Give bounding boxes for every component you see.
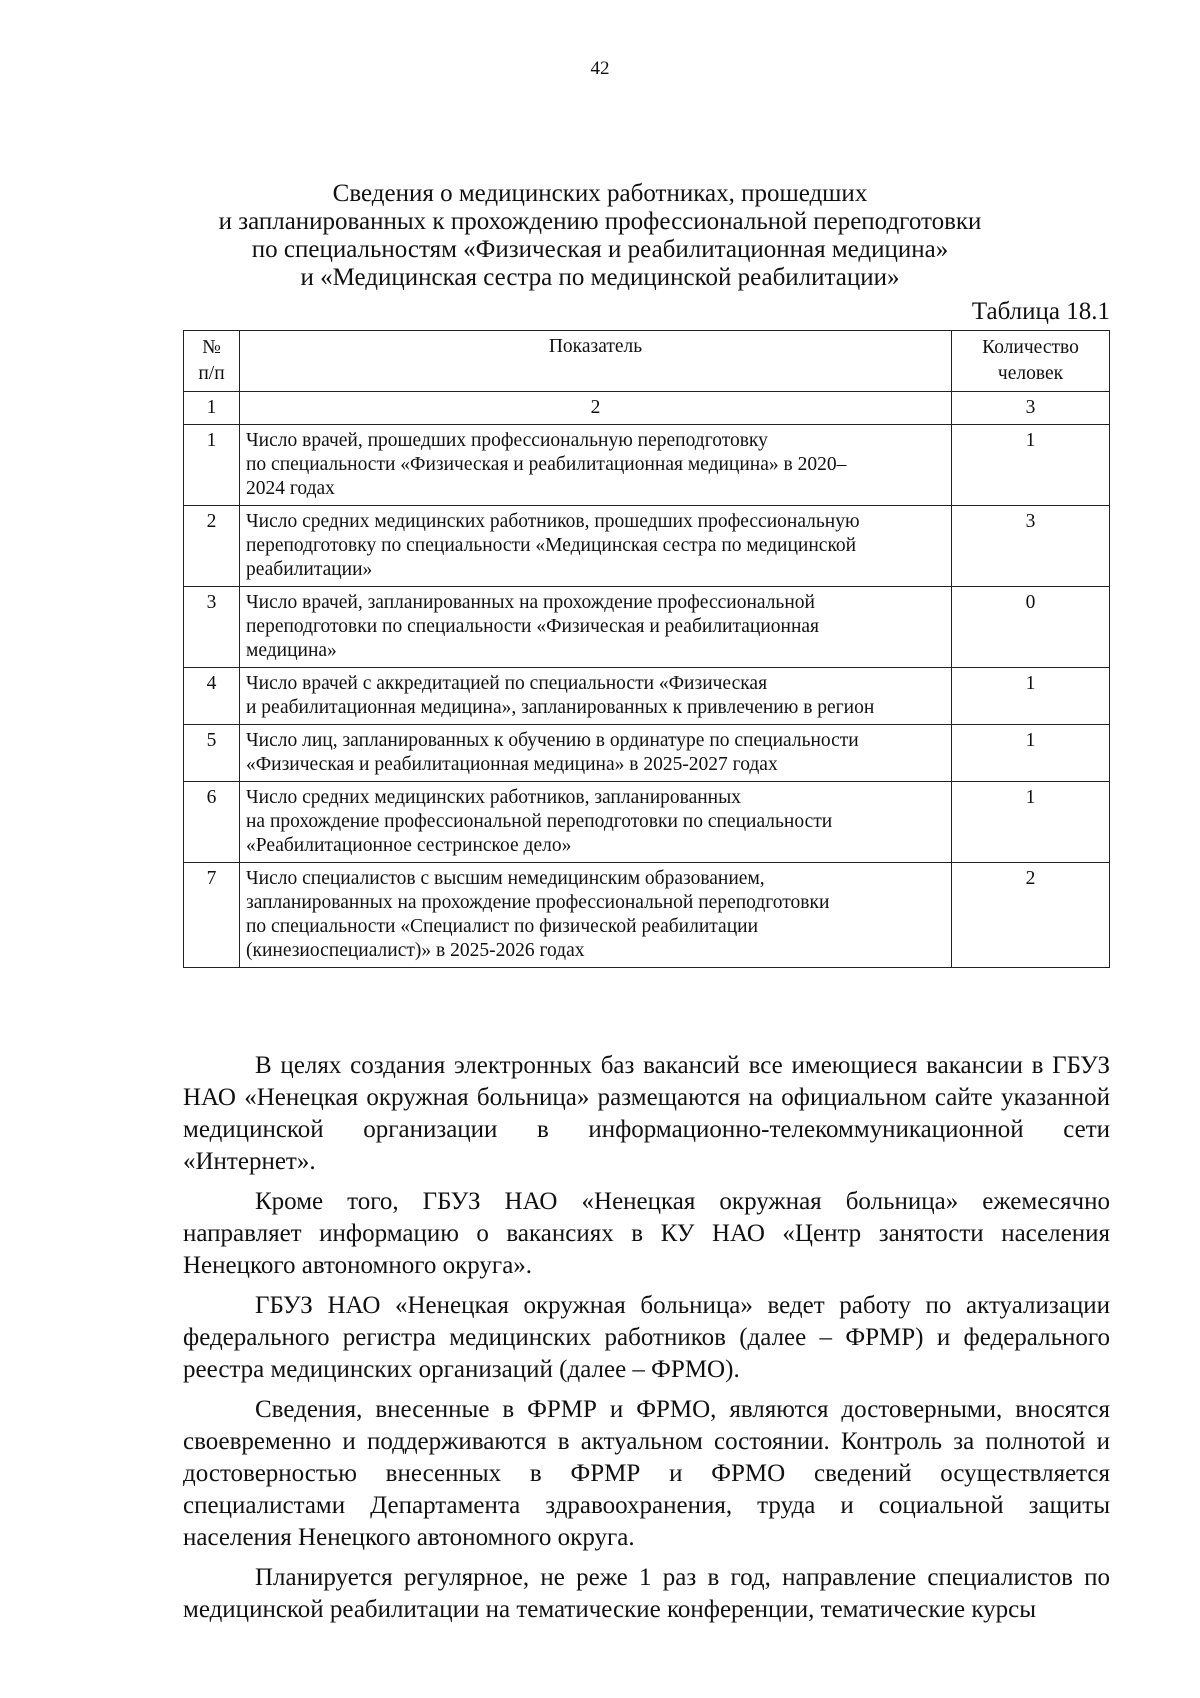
paragraph: ГБУЗ НАО «Ненецкая окружная больница» ведет работу по актуализации федерального регистра медицинских работников (далее – ФРМР) и федерального реестра медицинских организаций (далее – ФРМО). — [183, 1292, 1110, 1383]
paragraph: Кроме того, ГБУЗ НАО «Ненецкая окружная больница» ежемесячно направляет информацию о вакансиях в КУ НАО «Центр занятости населения Ненецкого автономного округа». — [183, 1188, 1110, 1279]
column-number-row — [184, 392, 1110, 425]
row-qty: 3 — [952, 506, 1110, 587]
row-indicator: Число средних медицинских работников, прошедших профессиональную переподготовку по специальности «Медицинская сестра по медицинской реабилитации» — [240, 506, 952, 587]
paragraph: Планируется регулярное, не реже 1 раз в год, направление специалистов по медицинской реабилитации на тематические конференции, тематические курсы — [183, 1564, 1110, 1623]
row-indicator: Число средних медицинских работников, запланированных на прохождение профессиональной переподготовки по специальности «Реабилитационное сестринское дело» — [240, 782, 952, 863]
page-number: 42 — [590, 58, 610, 79]
title-line: Сведения о медицинских работниках, прошедших — [332, 180, 868, 207]
table-row — [184, 425, 1110, 506]
column-number: 1 — [184, 392, 240, 425]
row-qty: 0 — [952, 587, 1110, 668]
row-indicator: Число специалистов с высшим немедицинским образованием, запланированных на прохождение профессиональной переподготовки по специальности «Специалист по физической реабилитации (кинезиоспециалист)» в 2025-2026 годах — [240, 863, 952, 968]
row-qty: 1 — [952, 782, 1110, 863]
body-text — [183, 1050, 1110, 1634]
table-row — [184, 782, 1110, 863]
document-title — [150, 180, 1050, 292]
header-qty: Количество человек — [952, 331, 1110, 392]
row-indicator: Число врачей, прошедших профессиональную переподготовку по специальности «Физическая и реабилитационная медицина» в 2020– 2024 годах — [240, 425, 952, 506]
paragraph: Сведения, внесенные в ФРМР и ФРМО, являются достоверными, вносятся своевременно и поддерживаются в актуальном состоянии. Контроль за полнотой и достоверностью внесенных в ФРМР и ФРМО сведений осуществляется специалистами Департамента здравоохранения, труда и социальной защиты населения Ненецкого автономного округа. — [183, 1396, 1110, 1551]
row-qty: 1 — [952, 668, 1110, 725]
column-number: 2 — [240, 392, 952, 425]
column-number: 3 — [952, 392, 1110, 425]
table-row — [184, 587, 1110, 668]
title-line: и «Медицинская сестра по медицинской реабилитации» — [300, 264, 900, 291]
row-qty: 2 — [952, 863, 1110, 968]
row-qty: 1 — [952, 425, 1110, 506]
table-row — [184, 668, 1110, 725]
table-row — [184, 506, 1110, 587]
row-num: 6 — [184, 782, 240, 863]
header-indicator: Показатель — [240, 331, 952, 392]
table-row — [184, 863, 1110, 968]
row-qty: 1 — [952, 725, 1110, 782]
paragraph: В целях создания электронных баз вакансий все имеющиеся вакансии в ГБУЗ НАО «Ненецкая окружная больница» размещаются на официальном сайте указанной медицинской организации в информационно-телекоммуникационной сети «Интернет». — [183, 1052, 1110, 1175]
row-indicator: Число врачей, запланированных на прохождение профессиональной переподготовки по специальности «Физическая и реабилитационная медицина» — [240, 587, 952, 668]
header-num: № п/п — [184, 331, 240, 392]
staff-table — [183, 330, 1110, 968]
row-num: 1 — [184, 425, 240, 506]
row-num: 5 — [184, 725, 240, 782]
title-line: и запланированных к прохождению профессиональной переподготовки — [218, 208, 982, 235]
row-num: 2 — [184, 506, 240, 587]
table-caption: Таблица 18.1 — [971, 298, 1110, 325]
row-num: 3 — [184, 587, 240, 668]
table-header-row — [184, 331, 1110, 392]
row-indicator: Число лиц, запланированных к обучению в ординатуре по специальности «Физическая и реабилитационная медицина» в 2025-2027 годах — [240, 725, 952, 782]
row-indicator: Число врачей с аккредитацией по специальности «Физическая и реабилитационная медицина», запланированных к привлечению в регион — [240, 668, 952, 725]
table-row — [184, 725, 1110, 782]
row-num: 7 — [184, 863, 240, 968]
title-line: по специальностям «Физическая и реабилитационная медицина» — [251, 236, 949, 263]
row-num: 4 — [184, 668, 240, 725]
